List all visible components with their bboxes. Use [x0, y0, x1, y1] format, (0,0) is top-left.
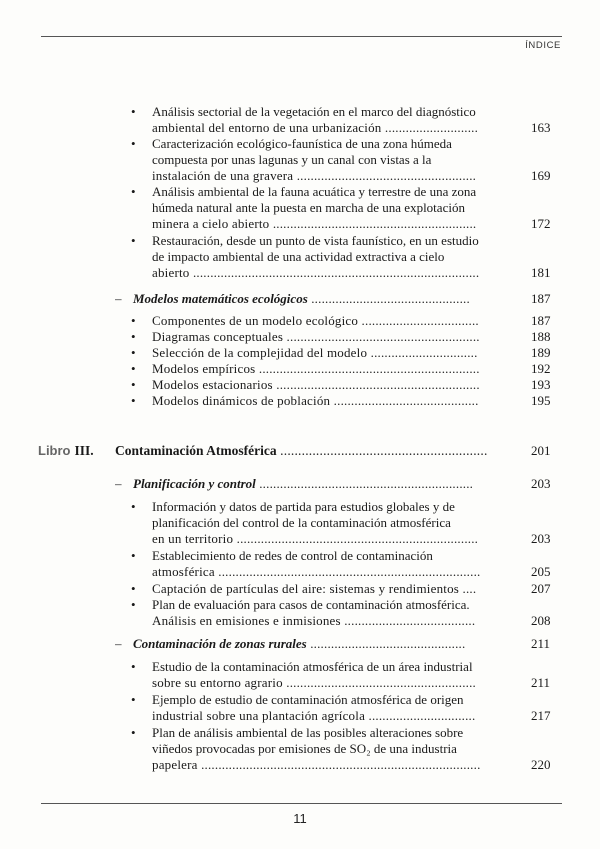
page-ref: 189: [531, 345, 551, 360]
bullet-icon: •: [131, 233, 136, 248]
page-ref: 163: [531, 120, 551, 135]
page-ref: 172: [531, 216, 551, 231]
bullet-icon: •: [131, 597, 136, 612]
section-heading-rurales[interactable]: – Contaminación de zonas rurales .............................................: [115, 636, 466, 651]
page-ref: 188: [531, 329, 551, 344]
bullet-icon: •: [131, 104, 136, 119]
list-item: • Análisis ambiental de la fauna acuática y terrestre de una zona húmeda natural ante la puesta en marcha de una explotación minera a cielo abierto ...........................................................: [131, 184, 477, 231]
list-item: • Modelos empíricos ................................................................: [131, 361, 480, 376]
list-item: • Caracterización ecológico-faunística de una zona húmeda compuesta por unas lagunas y un canal con vistas a la instalación de una gravera ....................................................: [131, 136, 477, 183]
list-item: • Modelos dinámicos de población ..........................................: [131, 393, 479, 408]
page-number: 11: [293, 811, 307, 826]
page-ref: 205: [531, 564, 551, 579]
list-item: • Plan de evaluación para casos de contaminación atmosférica. Análisis en emisiones e inmisiones ......................................: [131, 597, 476, 628]
list-item: • Restauración, desde un punto de vista faunístico, en un estudio de impacto ambiental de una actividad extractiva a cielo abierto ...................................................................................: [131, 233, 480, 280]
list-item: • Análisis sectorial de la vegetación en el marco del diagnóstico ambiental del entorno de una urbanización ...........................: [131, 104, 479, 135]
bullet-icon: •: [131, 725, 136, 740]
page-ref: 217: [531, 708, 551, 723]
page-ref: 169: [531, 168, 551, 183]
header-rule: [41, 36, 562, 37]
page-ref: 181: [531, 265, 551, 280]
bullet-icon: •: [131, 329, 136, 344]
page-ref: 220: [531, 757, 551, 772]
bullet-icon: •: [131, 499, 136, 514]
running-header: ÍNDICE: [525, 40, 561, 51]
section-heading-planificacion[interactable]: – Planificación y control ..............................................................: [115, 476, 474, 491]
page-ref: 201: [531, 443, 551, 458]
bullet-icon: •: [131, 361, 136, 376]
list-item: • Ejemplo de estudio de contaminación atmosférica de origen industrial sobre una plantación agrícola ...............................: [131, 692, 476, 723]
bullet-icon: •: [131, 377, 136, 392]
footer-rule: [41, 803, 562, 804]
list-item: • Captación de partículas del aire: sistemas y rendimientos ....: [131, 581, 477, 596]
list-item: • Estudio de la contaminación atmosférica de un área industrial sobre su entorno agrario .......................................................: [131, 659, 476, 690]
page-ref: 207: [531, 581, 551, 596]
page-ref: 187: [531, 313, 551, 328]
page-ref: 211: [531, 636, 551, 651]
bullet-icon: •: [131, 659, 136, 674]
page-ref: 203: [531, 476, 551, 491]
list-item: • Plan de análisis ambiental de las posibles alteraciones sobre viñedos provocadas por emisiones de SO₂ de una industria papelera .................................................................................: [131, 725, 481, 772]
bullet-icon: •: [131, 136, 136, 151]
list-item: • Selección de la complejidad del modelo ...............................: [131, 345, 478, 360]
list-item: • Componentes de un modelo ecológico ..................................: [131, 313, 479, 328]
list-item: • Diagramas conceptuales ........................................................: [131, 329, 480, 344]
bullet-icon: •: [131, 184, 136, 199]
bullet-icon: •: [131, 581, 136, 596]
page-ref: 211: [531, 675, 551, 690]
page-ref: 193: [531, 377, 551, 392]
page-ref: 208: [531, 613, 551, 628]
page-ref: 195: [531, 393, 551, 408]
bullet-icon: •: [131, 692, 136, 707]
page-ref: 203: [531, 531, 551, 546]
page-ref: 187: [531, 291, 551, 306]
section-heading-modelos[interactable]: – Modelos matemáticos ecológicos ..............................................: [115, 291, 470, 306]
book-label: Libro III.: [38, 443, 94, 458]
bullet-icon: •: [131, 345, 136, 360]
book-title-entry[interactable]: Contaminación Atmosférica ..........................................................: [115, 443, 488, 458]
bullet-icon: •: [131, 393, 136, 408]
list-item: • Información y datos de partida para estudios globales y de planificación del control de la contaminación atmosférica en un territorio ......................................................................: [131, 499, 479, 546]
bullet-icon: •: [131, 313, 136, 328]
page-ref: 192: [531, 361, 551, 376]
list-item: • Establecimiento de redes de control de contaminación atmosférica ............................................................................: [131, 548, 481, 579]
list-item: • Modelos estacionarios ...........................................................: [131, 377, 480, 392]
bullet-icon: •: [131, 548, 136, 563]
